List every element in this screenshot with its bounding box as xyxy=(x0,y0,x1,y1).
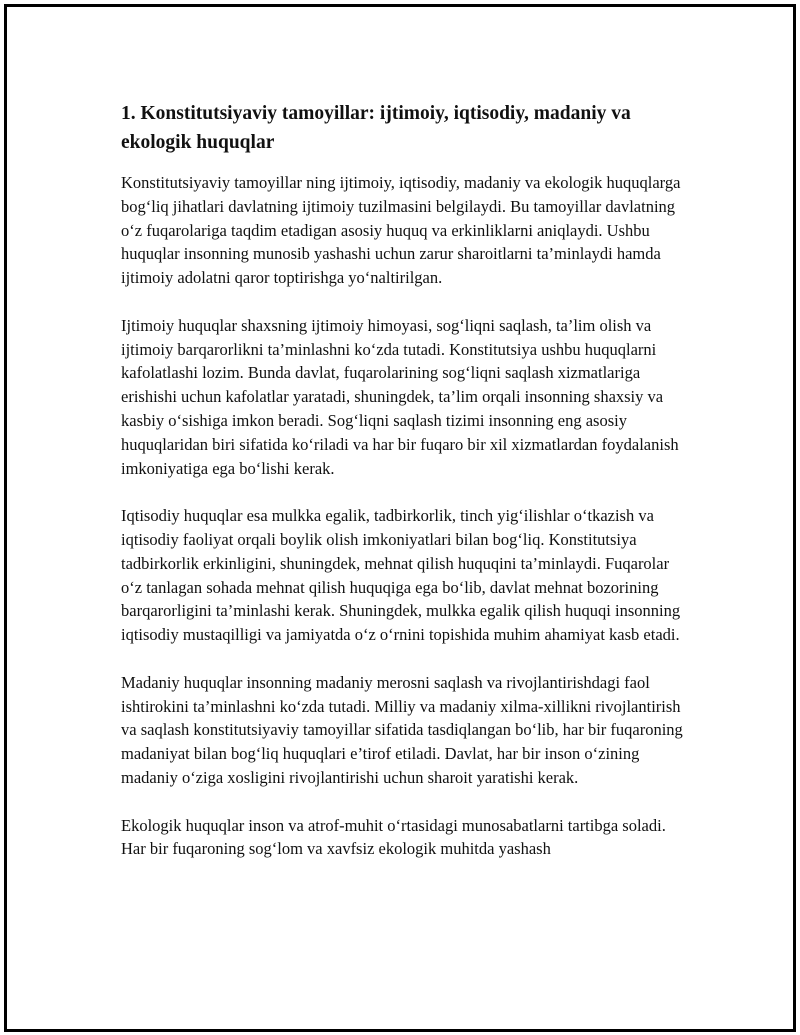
section-heading: 1. Konstitutsiyaviy tamoyillar: ijtimoiy, iqtisodiy, madaniy va ekologik huquqlar xyxy=(121,103,631,153)
page-frame xyxy=(4,4,796,1032)
paragraph-intro: Konstitutsiyaviy tamoyillar ning ijtimoiy, iqtisodiy, madaniy va ekologik huquqlarga bog‘liq jihatlari davlatning ijtimoiy tuzilmasini belgilaydi. Bu tamoyillar davlatning o‘z fuqarolariga taqdim etadigan asosiy huquq va erkinliklarni aniqlaydi. Ushbu huquqlar insonning munosib yashashi uchun zarur sharoitlarni ta’minlaydi hamda ijtimoiy adolatni qaror toptirishga yo‘naltirilgan. xyxy=(121,173,681,288)
paragraph-ecological-rights: Ekologik huquqlar inson va atrof-muhit o‘rtasidagi munosabatlarni tartibga soladi. Har bir fuqaroning sog‘lom va xavfsiz ekologik muhitda yashash xyxy=(121,815,666,859)
paragraph-economic-rights: Iqtisodiy huquqlar esa mulkka egalik, tadbirkorlik, tinch yig‘ilishlar o‘tkazish va iqtisodiy faoliyat orqali boylik olish imkoniyatlari bilan bog‘liq. Konstitutsiya tadbirkorlik erkinligini, shuningdek, mehnat qilish huquqini ta’minlaydi. Fuqarolar o‘z tanlagan sohada mehnat qilish huquqiga ega bo‘lib, davlat mehnat bozorining barqarorligini ta’minlashi kerak. Shuningdek, mulkka egalik qilish huquqi insonning iqtisodiy mustaqilligi va jamiyatda o‘z o‘rnini topishida muhim ahamiyat kasb etadi. xyxy=(121,506,681,645)
paragraph-cultural-rights: Madaniy huquqlar insonning madaniy merosni saqlash va rivojlantirishdagi faol ishtirokini ta’minlashni ko‘zda tutadi. Milliy va madaniy xilma-xillikni rivojlantirish va saqlash konstitutsiyaviy tamoyillar sifatida tasdiqlangan bo‘lib, har bir fuqaroning madaniyat bilan bog‘liq huquqlari e’tirof etiladi. Davlat, har bir inson o‘zining madaniy o‘ziga xosligini rivojlantirishi uchun sharoit yaratishi kerak. xyxy=(121,672,683,787)
paragraph-social-rights: Ijtimoiy huquqlar shaxsning ijtimoiy himoyasi, sog‘liqni saqlash, ta’lim olish va ijtimoiy barqarorlikni ta’minlashni ko‘zda tutadi. Konstitutsiya ushbu huquqlarni kafolatlashi lozim. Bunda davlat, fuqarolarining sog‘liqni saqlash xizmatlariga erishishi uchun kafolatlar yaratadi, shuningdek, ta’lim orqali insonning shaxsiy va kasbiy o‘sishiga imkon beradi. Sog‘liqni saqlash tizimi insonning eng asosiy huquqlaridan biri sifatida ko‘riladi va har bir fuqaro bir xil xizmatlardan foydalanish imkoniyatiga ega bo‘lishi kerak. xyxy=(121,315,679,478)
document-body xyxy=(121,99,691,885)
